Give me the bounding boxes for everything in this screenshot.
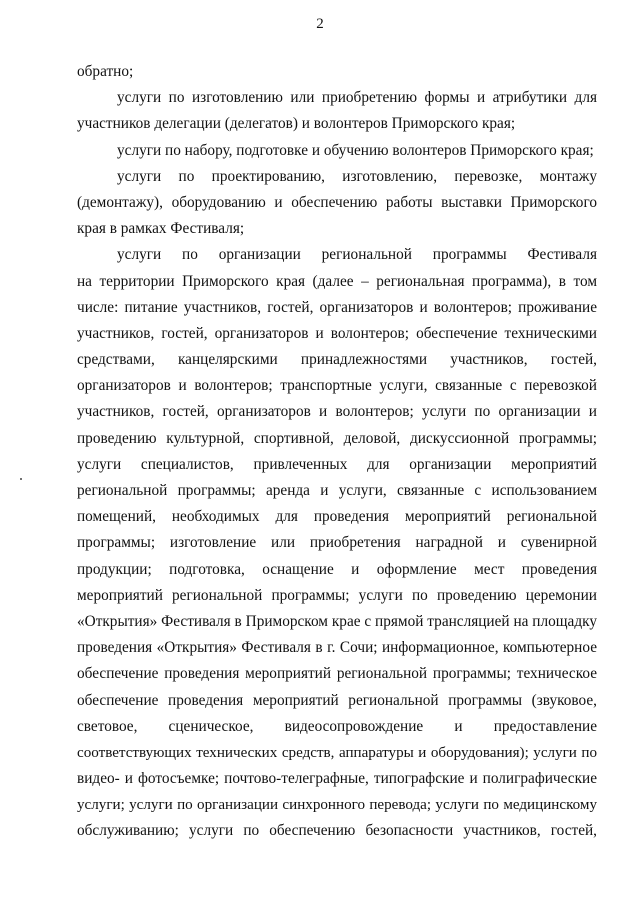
text-line: участников делегации (делегатов) и волонтеров Приморского края;	[77, 115, 516, 133]
text-line: мероприятий региональной программы; услуги по проведению церемонии	[77, 586, 597, 604]
text-line: программы; изготовление или приобретения наградной и сувенирной	[77, 534, 597, 552]
text-line: на территории Приморского края (далее – региональная программа), в том	[77, 272, 597, 290]
text-line: услуги по набору, подготовке и обучению волонтеров Приморского края;	[117, 141, 594, 159]
document-body	[77, 59, 597, 845]
text-line: региональной программы; аренда и услуги, связанные с использованием	[77, 482, 597, 499]
text-line: обслуживанию; услуги по обеспечению безопасности участников, гостей,	[77, 822, 597, 840]
text-line: услуги по организации региональной программы Фестиваля	[117, 246, 597, 264]
text-line: участников, гостей, организаторов и волонтеров; обеспечение техническими	[77, 324, 597, 342]
text-line: помещений, необходимых для проведения мероприятий региональной	[77, 508, 597, 526]
text-line: обратно;	[77, 63, 134, 80]
text-line: (демонтажу), оборудованию и обеспечению работы выставки Приморского	[77, 193, 597, 211]
text-line: услуги по проектированию, изготовлению, перевозке, монтажу	[117, 167, 597, 185]
text-line: края в рамках Фестиваля;	[77, 220, 245, 238]
text-line: проведению культурной, спортивной, деловой, дискуссионной программы;	[77, 429, 597, 447]
text-line: продукции; подготовка, оснащение и оформление мест проведения	[77, 560, 597, 578]
text-line: проведения «Открытия» Фестиваля в г. Сочи; информационное, компьютерное	[77, 639, 597, 657]
text-line: видео- и фотосъемке; почтово-телеграфные, типографские и полиграфические	[77, 770, 597, 788]
text-line: участников, гостей, организаторов и волонтеров; услуги по организации и	[77, 403, 597, 421]
text-line: услуги специалистов, привлеченных для организации мероприятий	[77, 455, 597, 473]
text-line: услуги по изготовлению или приобретению формы и атрибутики для	[117, 89, 597, 107]
page-number: 2	[316, 16, 324, 32]
text-line: услуги; услуги по организации синхронного перевода; услуги по медицинскому	[77, 797, 597, 814]
text-line: соответствующих технических средств, аппаратуры и оборудования); услуги по	[77, 744, 597, 761]
text-line: световое, сценическое, видеосопровождение и предоставление	[77, 717, 597, 735]
text-line: обеспечение проведения мероприятий региональной программы; техническое	[77, 665, 597, 683]
text-line: «Открытия» Фестиваля в Приморском крае с прямой трансляцией на площадку	[77, 612, 597, 630]
text-line: средствами, канцелярскими принадлежностями участников, гостей,	[77, 351, 597, 369]
text-line: обеспечение проведения мероприятий региональной программы (звуковое,	[77, 691, 597, 709]
text-line: организаторов и волонтеров; транспортные услуги, связанные с перевозкой	[77, 377, 597, 395]
text-line: числе: питание участников, гостей, организаторов и волонтеров; проживание	[77, 298, 597, 316]
margin-mark	[20, 478, 22, 480]
